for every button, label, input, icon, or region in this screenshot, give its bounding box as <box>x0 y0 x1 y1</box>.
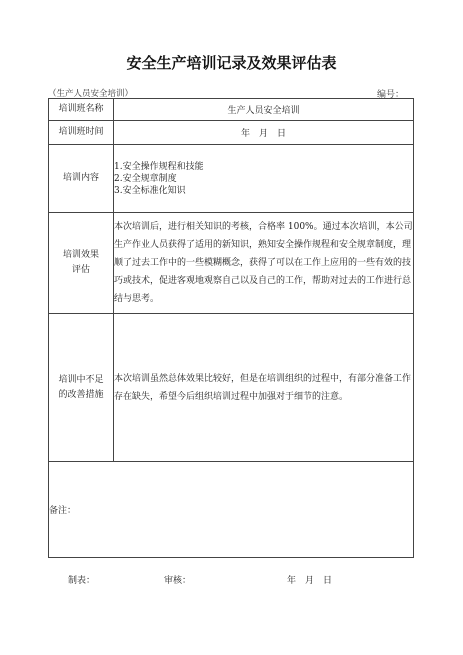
improve-text[interactable]: 本次培训虽然总体效果比较好，但是在培训组织的过程中，有部分准备工作存在缺失，希望今后组织培训过程中加强对于细节的注意。 <box>114 314 414 462</box>
row-improve <box>49 314 414 462</box>
content-list[interactable] <box>114 145 414 213</box>
improve-label <box>49 314 114 462</box>
serial-number-label: 编号： <box>376 90 404 100</box>
effect-label-line2: 评估 <box>71 265 90 275</box>
row-content <box>49 145 414 213</box>
improve-label-line1: 培训中不足 <box>58 374 104 385</box>
remarks-cell[interactable] <box>49 462 414 558</box>
page-title: 安全生产培训记录及效果评估表 <box>126 54 337 72</box>
training-record-table <box>48 98 414 558</box>
effect-label <box>49 213 114 314</box>
content-item: 1.安全操作规程和技能 <box>114 161 204 172</box>
row-effect <box>49 213 414 314</box>
content-item: 3.安全标准化知识 <box>114 185 186 196</box>
footer-date: 年 月 日 <box>287 576 333 586</box>
content-item: 2.安全规章制度 <box>114 173 177 184</box>
remarks-label: 备注： <box>49 506 77 516</box>
class-time-label: 培训班时间 <box>49 121 114 145</box>
effect-text[interactable]: 本次培训后，进行相关知识的考核，合格率 100%。通过本次培训，本公司生产作业人员获得了适用的新知识，熟知安全操作规程和安全规章制度，理顺了过去工作中的一些模糊概念，获得了可以在工作上应用的一些有效的技巧或技术，促进客观地观察自己以及自己的工作，帮助对过去的工作进行总结与思考。 <box>114 213 414 314</box>
improve-label-line2: 的改善措施 <box>58 389 104 400</box>
reviewed-by-label: 审核： <box>164 576 192 586</box>
class-name-value[interactable]: 生产人员安全培训 <box>114 99 414 121</box>
subtitle: （生产人员安全培训） <box>48 89 134 99</box>
made-by-label: 制表： <box>68 576 96 586</box>
class-name-label: 培训班名称 <box>49 99 114 121</box>
content-label: 培训内容 <box>49 145 114 213</box>
row-remarks <box>49 462 414 558</box>
row-class-time <box>49 121 414 145</box>
effect-label-line1: 培训效果 <box>62 250 99 260</box>
class-time-value[interactable]: 年 月 日 <box>114 121 414 145</box>
row-class-name <box>49 99 414 121</box>
